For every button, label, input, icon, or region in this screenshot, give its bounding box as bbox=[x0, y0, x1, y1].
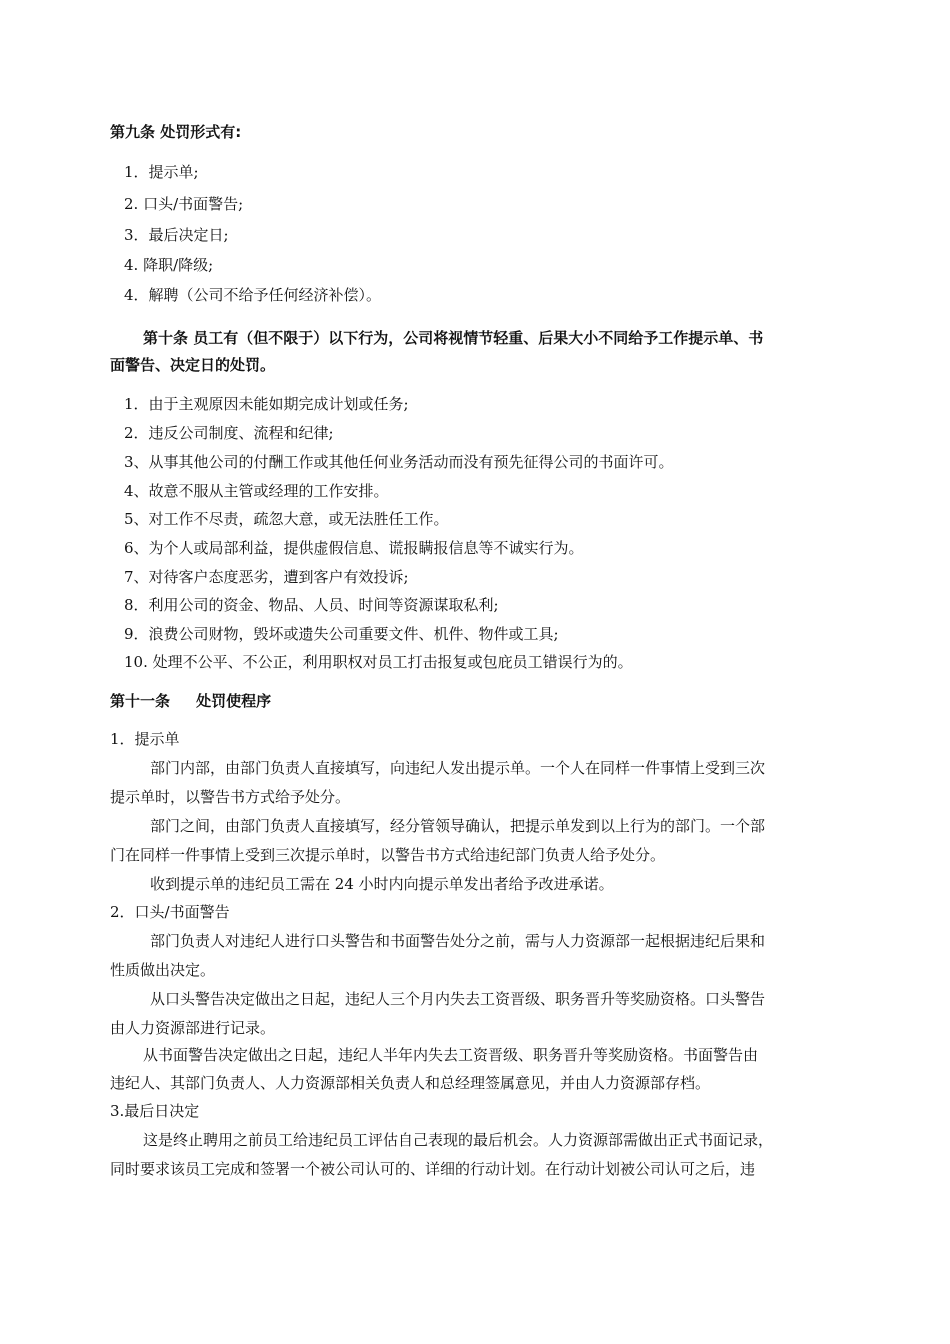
article10-item-4: 4、故意不服从主管或经理的工作安排。 bbox=[124, 482, 389, 500]
section-3-para-1-line-1: 这是终止聘用之前员工给违纪员工评估自己表现的最后机会。人力资源部需做出正式书面记录， bbox=[143, 1131, 774, 1149]
article9-item-1: 1．提示单; bbox=[124, 163, 199, 181]
section-1-para-3-line-1: 收到提示单的违纪员工需在 24 小时内向提示单发出者给予改进承诺。 bbox=[150, 875, 614, 893]
article11-heading: 第十一条 处罚使程序 bbox=[110, 692, 272, 710]
article10-item-10: 10. 处理不公平、不公正，利用职权对员工打击报复或包庇员工错误行为的。 bbox=[124, 653, 633, 671]
section-2-para-3-line-1: 从书面警告决定做出之日起，违纪人半年内失去工资晋级、职务晋升等奖励资格。书面警告由 bbox=[143, 1046, 759, 1064]
article10-item-5: 5、对工作不尽责，疏忽大意，或无法胜任工作。 bbox=[124, 510, 449, 528]
section-3-para-1-line-2: 同时要求该员工完成和签署一个被公司认可的、详细的行动计划。在行动计划被公司认可之后，违 bbox=[110, 1160, 756, 1178]
article9-item-4: 4. 降职/降级; bbox=[124, 256, 214, 274]
article10-item-9: 9．浪费公司财物，毁坏或遗失公司重要文件、机件、物件或工具; bbox=[124, 625, 559, 643]
section-2-para-1-line-2: 性质做出决定。 bbox=[110, 961, 216, 979]
article10-item-2: 2．违反公司制度、流程和纪律; bbox=[124, 424, 334, 442]
section-2-para-2-line-2: 由人力资源部进行记录。 bbox=[110, 1019, 276, 1037]
section-1-para-2-line-2: 门在同样一件事情上受到三次提示单时，以警告书方式给违纪部门负责人给予处分。 bbox=[110, 846, 666, 864]
section-2-title: 2．口头/书面警告 bbox=[110, 903, 230, 921]
section-1-para-2-line-1: 部门之间，由部门负责人直接填写，经分管领导确认，把提示单发到以上行为的部门。一个部 bbox=[150, 817, 766, 835]
article9-item-3: 3．最后决定日; bbox=[124, 226, 229, 244]
section-1-para-1-line-1: 部门内部，由部门负责人直接填写，向违纪人发出提示单。一个人在同样一件事情上受到三次 bbox=[150, 759, 766, 777]
section-2-para-2-line-1: 从口头警告决定做出之日起，违纪人三个月内失去工资晋级、职务晋升等奖励资格。口头警告 bbox=[150, 990, 766, 1008]
article10-heading-line2: 面警告、决定日的处罚。 bbox=[110, 356, 276, 374]
section-2-para-1-line-1: 部门负责人对违纪人进行口头警告和书面警告处分之前，需与人力资源部一起根据违纪后果和 bbox=[150, 932, 766, 950]
article10-item-8: 8．利用公司的资金、物品、人员、时间等资源谋取私利; bbox=[124, 596, 499, 614]
article10-item-7: 7、对待客户态度恶劣，遭到客户有效投诉; bbox=[124, 568, 409, 586]
article10-heading-line1: 第十条 员工有（但不限于）以下行为，公司将视情节轻重、后果大小不同给予工作提示单、书 bbox=[143, 329, 764, 347]
article9-item-5: 4．解聘（公司不给予任何经济补偿）。 bbox=[124, 286, 382, 304]
section-3-title: 3.最后日决定 bbox=[110, 1102, 200, 1120]
article10-item-3: 3、从事其他公司的付酬工作或其他任何业务活动而没有预先征得公司的书面许可。 bbox=[124, 453, 674, 471]
section-1-title: 1．提示单 bbox=[110, 730, 180, 748]
section-2-para-3-line-2: 违纪人、其部门负责人、人力资源部相关负责人和总经理签属意见，并由人力资源部存档。 bbox=[110, 1074, 711, 1092]
article10-item-1: 1．由于主观原因未能如期完成计划或任务; bbox=[124, 395, 409, 413]
article9-item-2: 2. 口头/书面警告; bbox=[124, 195, 244, 213]
article9-heading: 第九条 处罚形式有: bbox=[110, 123, 242, 141]
article10-item-6: 6、为个人或局部利益，提供虚假信息、谎报瞒报信息等不诚实行为。 bbox=[124, 539, 584, 557]
section-1-para-1-line-2: 提示单时，以警告书方式给予处分。 bbox=[110, 788, 351, 806]
